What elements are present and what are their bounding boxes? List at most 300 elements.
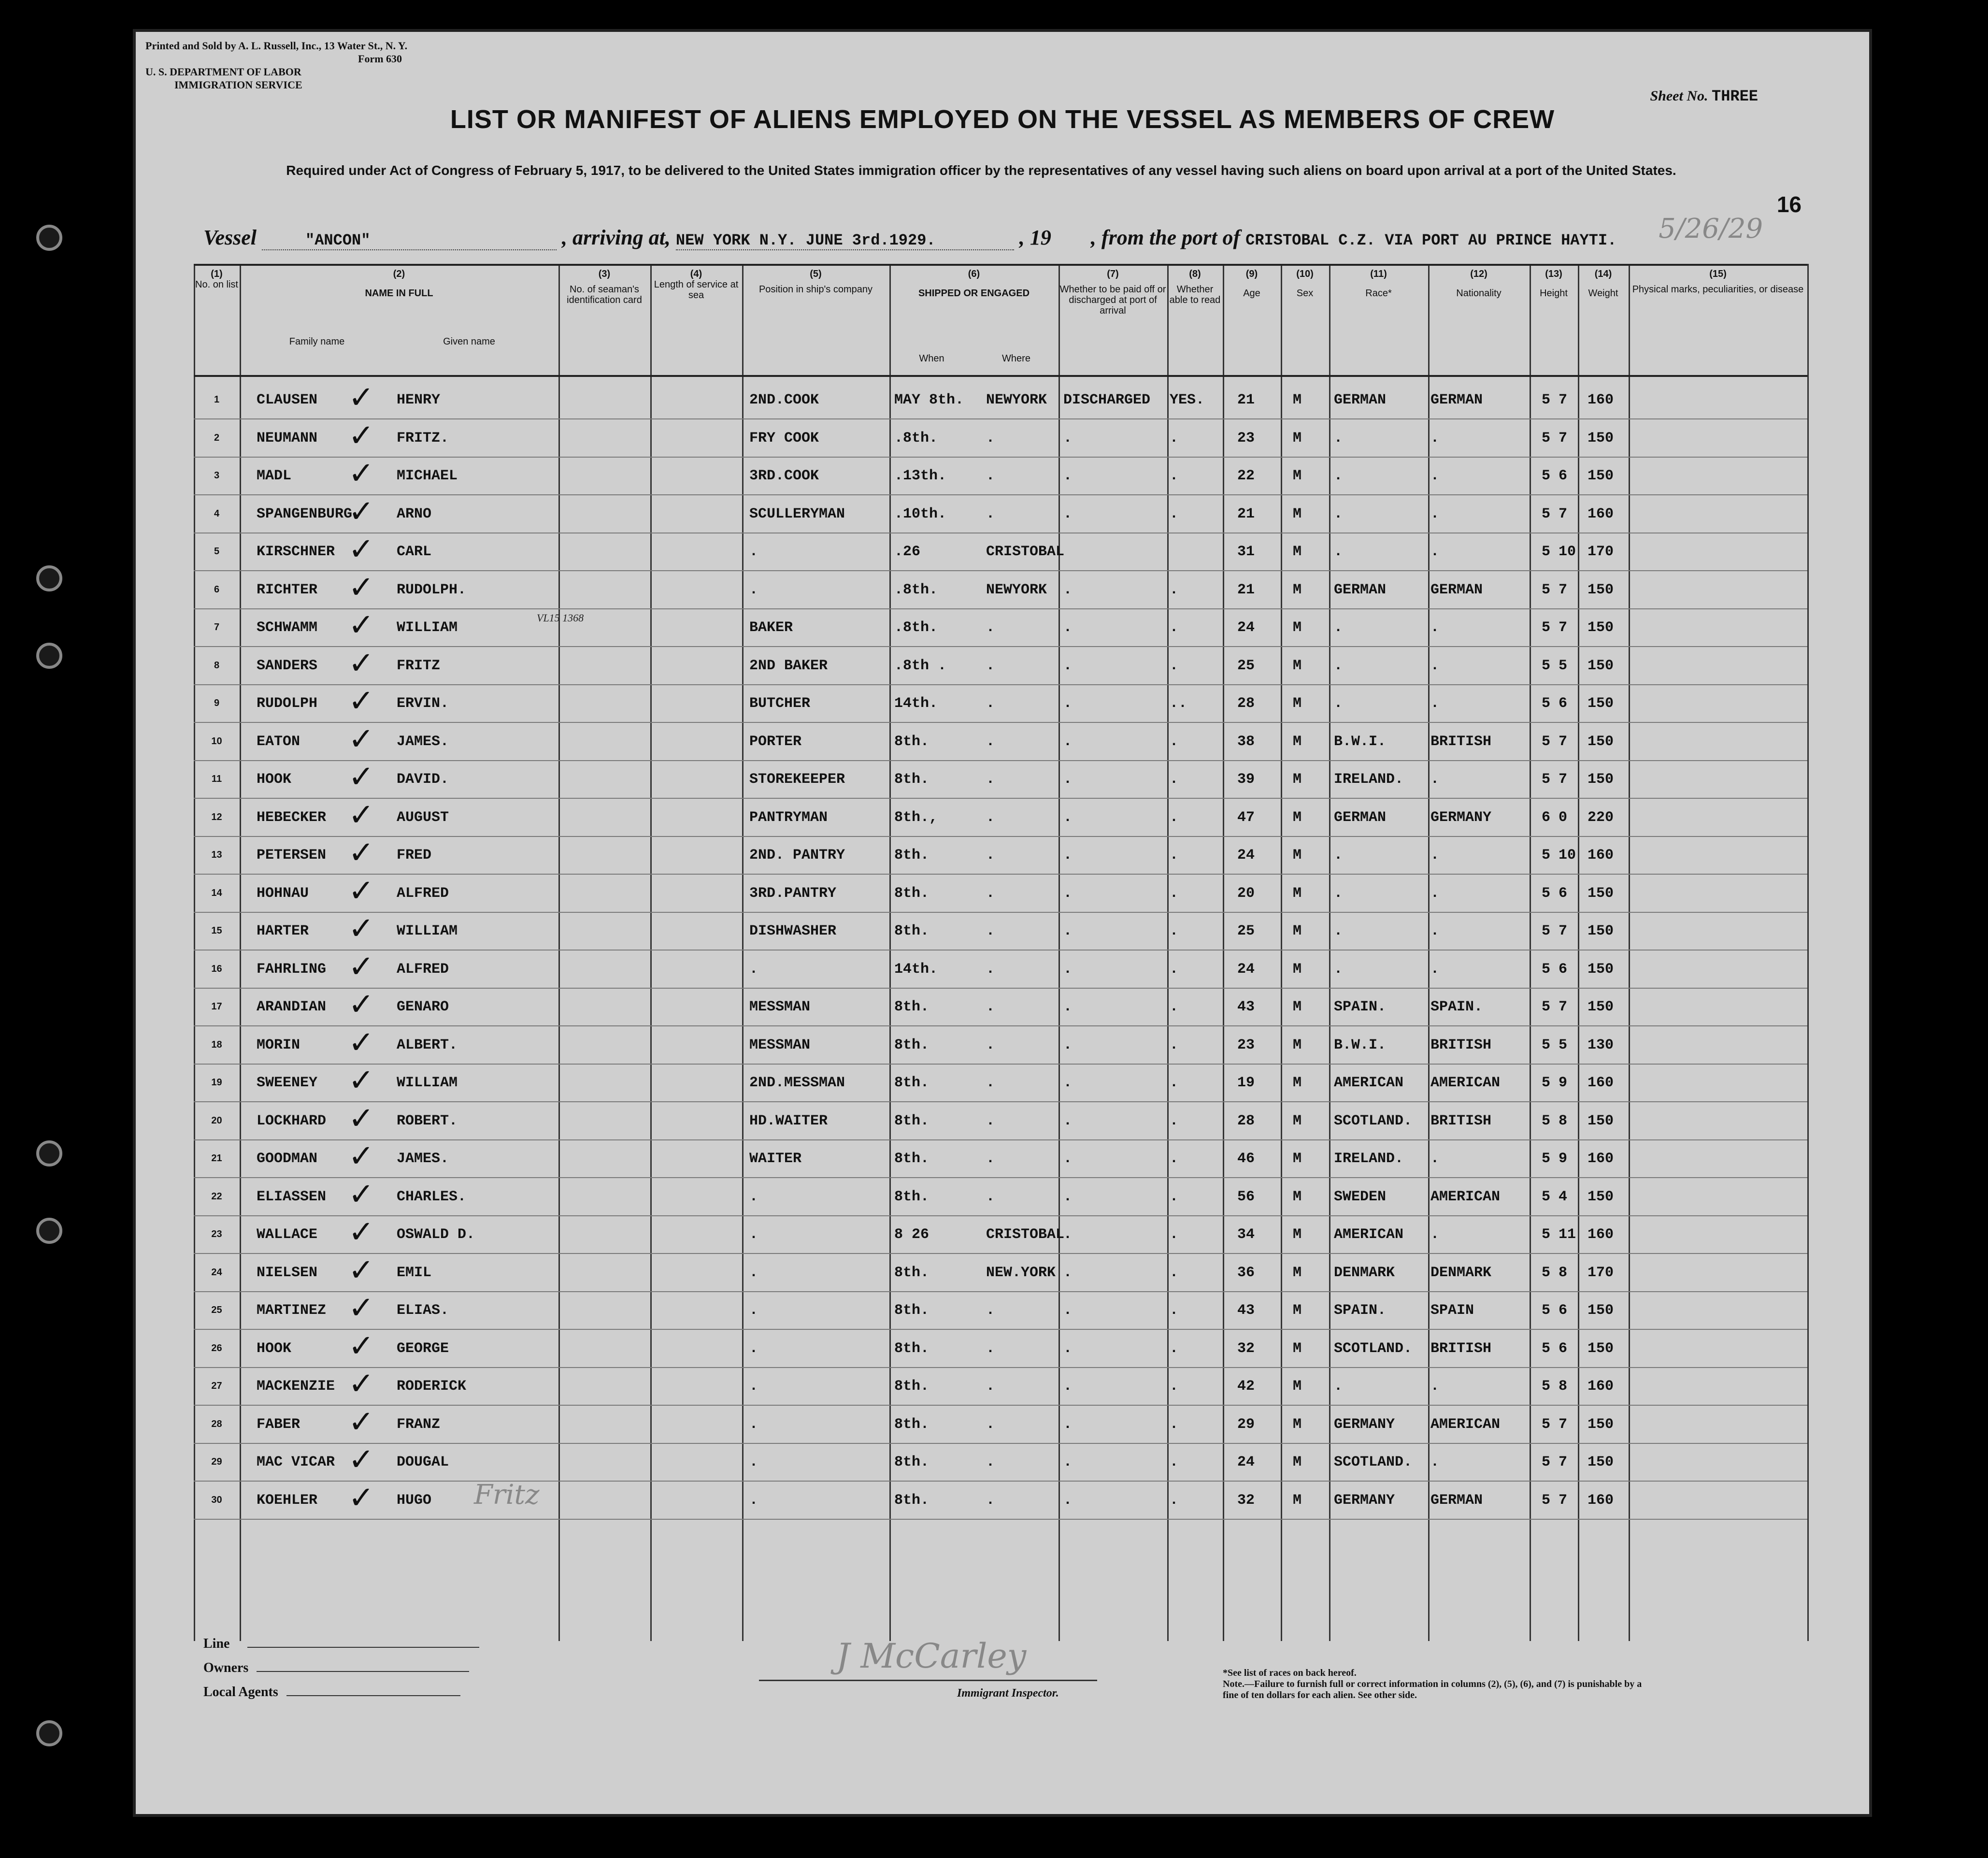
able-to-read: .: [1170, 1416, 1179, 1433]
race: AMERICAN: [1334, 1226, 1404, 1243]
col-5-label: Position in ship's company: [758, 284, 873, 295]
paid-off: .: [1063, 1302, 1073, 1319]
sex: M: [1293, 809, 1302, 826]
able-to-read: .: [1170, 1454, 1179, 1470]
shipped-when: 8th.: [894, 1075, 930, 1091]
weight: 150: [1588, 961, 1614, 978]
position: PORTER: [749, 733, 802, 750]
agents-label: Local Agents: [203, 1685, 278, 1700]
sex: M: [1293, 1492, 1302, 1509]
age: 36: [1237, 1264, 1255, 1281]
height-feet: 5: [1542, 1378, 1551, 1395]
shipped-where: .: [986, 1454, 995, 1470]
race: AMERICAN: [1334, 1075, 1404, 1091]
shipped-where: .: [986, 1037, 995, 1053]
age: 56: [1237, 1188, 1255, 1205]
weight: 150: [1588, 619, 1614, 636]
height-inches: 8: [1559, 1378, 1568, 1395]
sex: M: [1293, 505, 1302, 522]
col-3-num: (3): [598, 269, 611, 279]
height-feet: 5: [1542, 1075, 1551, 1091]
table-row: [194, 1480, 1807, 1523]
weight: 150: [1588, 885, 1614, 902]
col-11-header: [1329, 269, 1428, 299]
paid-off: .: [1063, 1075, 1073, 1091]
agents-field: [203, 1685, 460, 1700]
sheet-value: THREE: [1711, 87, 1758, 105]
col-10-label: Sex: [1296, 288, 1314, 299]
shipped-where: .: [986, 695, 995, 712]
height-inches: 7: [1559, 619, 1568, 636]
height-inches: 7: [1559, 733, 1568, 750]
height-inches: 7: [1559, 1492, 1568, 1509]
shipped-where: .: [986, 961, 995, 978]
shipped-where: .: [986, 1302, 995, 1319]
paid-off: .: [1063, 1416, 1073, 1433]
race: SCOTLAND.: [1334, 1454, 1413, 1470]
sex: M: [1293, 392, 1302, 408]
weight: 150: [1588, 999, 1614, 1015]
row-number: 19: [211, 1077, 222, 1088]
race: GERMAN: [1334, 392, 1387, 408]
col-12-label: Nationality: [1456, 288, 1502, 299]
vessel-label: Vessel: [203, 226, 257, 249]
nationality: .: [1430, 468, 1440, 484]
sex: M: [1293, 733, 1302, 750]
shipped-where: .: [986, 468, 995, 484]
height-feet: 5: [1542, 771, 1551, 788]
shipped-when: .13th.: [894, 468, 947, 484]
height-feet: 5: [1542, 1226, 1551, 1243]
paid-off: .: [1063, 468, 1073, 484]
col-2-label: NAME IN FULL: [365, 288, 433, 299]
sex: M: [1293, 923, 1302, 939]
weight: 150: [1588, 430, 1614, 446]
age: 32: [1237, 1340, 1255, 1357]
position: .: [749, 1416, 758, 1433]
family-name: HOOK: [257, 1340, 292, 1357]
height-feet: 5: [1542, 1416, 1551, 1433]
paid-off: .: [1063, 733, 1073, 750]
height-inches: 6: [1559, 1302, 1568, 1319]
family-name: LOCKHARD: [257, 1112, 327, 1129]
nationality: BRITISH: [1430, 1112, 1492, 1129]
race: SWEDEN: [1334, 1188, 1387, 1205]
shipped-where: NEWYORK: [986, 581, 1047, 598]
position: .: [749, 1492, 758, 1509]
row-number: 13: [211, 850, 222, 860]
height-feet: 5: [1542, 657, 1551, 674]
col-4-header: [650, 269, 742, 301]
race: .: [1334, 885, 1343, 902]
nationality: GERMAN: [1430, 1492, 1483, 1509]
family-name: NIELSEN: [257, 1264, 318, 1281]
given-name: MICHAEL: [397, 468, 458, 484]
race: GERMANY: [1334, 1492, 1395, 1509]
height-feet: 5: [1542, 695, 1551, 712]
family-name: RICHTER: [257, 581, 318, 598]
penalty-note: Note.—Failure to furnish full or correct information in columns (2), (5), (6), and (7) is punishable by a fine of ten dollars for each alien. See other side.: [1223, 1679, 1642, 1700]
position: SCULLERYMAN: [749, 505, 845, 522]
shipped-where: .: [986, 1112, 995, 1129]
shipped-where: .: [986, 809, 995, 826]
col-15-label: Physical marks, peculiarities, or disease: [1632, 284, 1804, 295]
check-mark-icon: ✓: [348, 645, 374, 681]
col-8-label: Whether able to read: [1169, 284, 1221, 305]
shipped-when: 8th.: [894, 1492, 930, 1509]
height-inches: 7: [1559, 505, 1568, 522]
row-number: 17: [211, 1001, 222, 1012]
height-feet: 5: [1542, 999, 1551, 1015]
height-feet: 5: [1542, 1454, 1551, 1470]
printer-imprint: [145, 39, 407, 91]
col-15-num: (15): [1709, 269, 1727, 279]
shipped-when: .8th .: [894, 657, 947, 674]
given-name: CARL: [397, 544, 432, 560]
sex: M: [1293, 1378, 1302, 1395]
nationality: DENMARK: [1430, 1264, 1492, 1281]
position: .: [749, 1188, 758, 1205]
age: 29: [1237, 1416, 1255, 1433]
sex: M: [1293, 1226, 1302, 1243]
position: .: [749, 581, 758, 598]
col-1-num: (1): [211, 269, 223, 279]
height-feet: 5: [1542, 581, 1551, 598]
col-7-label: Whether to be paid off or discharged at port of arrival: [1059, 284, 1166, 316]
table-row: [194, 1100, 1807, 1143]
able-to-read: .: [1170, 885, 1179, 902]
check-mark-icon: ✓: [348, 873, 374, 909]
weight: 170: [1588, 544, 1614, 560]
height-feet: 5: [1542, 1302, 1551, 1319]
height-inches: 6: [1559, 468, 1568, 484]
shipped-when: .8th.: [894, 581, 938, 598]
table-row: [194, 569, 1807, 612]
paid-off: .: [1063, 505, 1073, 522]
age: 47: [1237, 809, 1255, 826]
given-name: GENARO: [397, 999, 449, 1015]
date-stamp: 5/26/29: [1659, 213, 1763, 245]
family-name: FAHRLING: [257, 961, 327, 978]
paid-off: .: [1063, 695, 1073, 712]
height-feet: 5: [1542, 1340, 1551, 1357]
shipped-when: 14th.: [894, 695, 938, 712]
able-to-read: .: [1170, 581, 1179, 598]
table-row: [194, 759, 1807, 802]
height-feet: 5: [1542, 923, 1551, 939]
table-row: [194, 1290, 1807, 1333]
weight: 160: [1588, 505, 1614, 522]
nationality: .: [1430, 544, 1440, 560]
age: 42: [1237, 1378, 1255, 1395]
shipped-where: .: [986, 1492, 995, 1509]
race: .: [1334, 695, 1343, 712]
nationality: .: [1430, 657, 1440, 674]
sex: M: [1293, 1340, 1302, 1357]
age: 34: [1237, 1226, 1255, 1243]
check-mark-icon: ✓: [348, 911, 374, 947]
able-to-read: .: [1170, 505, 1179, 522]
sex: M: [1293, 885, 1302, 902]
paid-off: .: [1063, 961, 1073, 978]
given-name: FRITZ: [397, 657, 441, 674]
check-mark-icon: ✓: [348, 569, 374, 605]
weight: 160: [1588, 392, 1614, 408]
age: 32: [1237, 1492, 1255, 1509]
paid-off: .: [1063, 1112, 1073, 1129]
given-name-header: Given name: [443, 336, 495, 347]
able-to-read: .: [1170, 1226, 1179, 1243]
col-13-label: Height: [1540, 288, 1568, 299]
given-name: GEORGE: [397, 1340, 449, 1357]
age: 19: [1237, 1075, 1255, 1091]
check-mark-icon: ✓: [348, 1366, 374, 1402]
col-6-label: SHIPPED OR ENGAGED: [918, 288, 1030, 299]
weight: 160: [1588, 847, 1614, 864]
height-inches: 6: [1559, 1340, 1568, 1357]
sex: M: [1293, 581, 1302, 598]
able-to-read: .: [1170, 1264, 1179, 1281]
height-inches: 5: [1559, 657, 1568, 674]
given-name: WILLIAM: [397, 1075, 458, 1091]
shipped-when: 8th.: [894, 1188, 930, 1205]
row-number: 12: [211, 811, 222, 822]
when-header: When: [919, 353, 944, 364]
sex: M: [1293, 771, 1302, 788]
arriving-label: , arriving at,: [562, 226, 671, 249]
race: IRELAND.: [1334, 771, 1404, 788]
weight: 150: [1588, 695, 1614, 712]
position: BAKER: [749, 619, 793, 636]
col-4-label: Length of service at sea: [654, 279, 739, 301]
position: .: [749, 1454, 758, 1470]
height-inches: 6: [1559, 961, 1568, 978]
family-name: MAC VICAR: [257, 1454, 335, 1470]
nationality: .: [1430, 1226, 1440, 1243]
height-feet: 5: [1542, 1264, 1551, 1281]
given-name: FRANZ: [397, 1416, 441, 1433]
given-name: JAMES.: [397, 733, 449, 750]
given-name: OSWALD D.: [397, 1226, 475, 1243]
weight: 150: [1588, 923, 1614, 939]
height-feet: 5: [1542, 1037, 1551, 1053]
paid-off: DISCHARGED: [1063, 392, 1151, 408]
check-mark-icon: ✓: [348, 797, 374, 833]
paid-off: .: [1063, 1037, 1073, 1053]
age: 39: [1237, 771, 1255, 788]
shipped-where: NEWYORK: [986, 392, 1047, 408]
height-inches: 6: [1559, 695, 1568, 712]
age: 21: [1237, 392, 1255, 408]
nationality: .: [1430, 771, 1440, 788]
shipped-when: 8th.: [894, 847, 930, 864]
family-name: NEUMANN: [257, 430, 318, 446]
paid-off: .: [1063, 430, 1073, 446]
race: .: [1334, 468, 1343, 484]
height-feet: 5: [1542, 619, 1551, 636]
given-name: RUDOLPH.: [397, 581, 467, 598]
from-label: , from the port of: [1090, 226, 1241, 249]
paid-off: .: [1063, 619, 1073, 636]
check-mark-icon: ✓: [348, 1328, 374, 1364]
check-mark-icon: ✓: [348, 759, 374, 795]
age: 24: [1237, 847, 1255, 864]
row-number: 9: [214, 698, 220, 708]
shipped-where: CRISTOBAL: [986, 1226, 1065, 1243]
position: 2ND BAKER: [749, 657, 828, 674]
nationality: .: [1430, 1151, 1440, 1167]
position: .: [749, 1264, 758, 1281]
family-name: PETERSEN: [257, 847, 327, 864]
table-row: [194, 1063, 1807, 1105]
col-8-num: (8): [1189, 269, 1201, 279]
printer-line: Printed and Sold by A. L. Russell, Inc., 13 Water St., N. Y.: [145, 40, 408, 52]
family-name: GOODMAN: [257, 1151, 318, 1167]
sex: M: [1293, 1302, 1302, 1319]
check-mark-icon: ✓: [348, 456, 374, 491]
shipped-when: 8th.: [894, 1454, 930, 1470]
table-row: [194, 1138, 1807, 1181]
height-inches: 7: [1559, 392, 1568, 408]
nationality: .: [1430, 961, 1440, 978]
nationality: BRITISH: [1430, 1037, 1492, 1053]
family-name: MADL: [257, 468, 292, 484]
paid-off: .: [1063, 1151, 1073, 1167]
row-number: 20: [211, 1115, 222, 1126]
able-to-read: .: [1170, 1340, 1179, 1357]
family-name: SPANGENBURG: [257, 505, 353, 522]
paid-off: .: [1063, 657, 1073, 674]
height-feet: 6: [1542, 809, 1551, 826]
shipped-when: 8 26: [894, 1226, 930, 1243]
given-name: HENRY: [397, 392, 441, 408]
height-inches: 5: [1559, 1037, 1568, 1053]
table-row: [194, 1442, 1807, 1484]
shipped-when: .8th.: [894, 619, 938, 636]
punch-hole: [36, 643, 62, 669]
col-2-header: [240, 269, 558, 299]
race: .: [1334, 430, 1343, 446]
given-name: FRITZ.: [397, 430, 449, 446]
shipped-where: .: [986, 847, 995, 864]
col-14-label: Weight: [1588, 288, 1618, 299]
height-inches: 11: [1559, 1226, 1576, 1243]
check-mark-icon: ✓: [348, 1252, 374, 1288]
race: GERMAN: [1334, 809, 1387, 826]
race: .: [1334, 657, 1343, 674]
able-to-read: ..: [1170, 695, 1187, 712]
weight: 130: [1588, 1037, 1614, 1053]
nationality: .: [1430, 695, 1440, 712]
able-to-read: .: [1170, 733, 1179, 750]
height-feet: 5: [1542, 733, 1551, 750]
paid-off: .: [1063, 771, 1073, 788]
height-feet: 5: [1542, 847, 1551, 864]
from-value: CRISTOBAL C.Z. VIA PORT AU PRINCE HAYTI.: [1245, 231, 1617, 249]
col-13-num: (13): [1545, 269, 1562, 279]
shipped-where: .: [986, 657, 995, 674]
page-title: LIST OR MANIFEST OF ALIENS EMPLOYED ON THE VESSEL AS MEMBERS OF CREW: [450, 105, 1555, 134]
position: BUTCHER: [749, 695, 811, 712]
paid-off: .: [1063, 999, 1073, 1015]
height-inches: 7: [1559, 430, 1568, 446]
col-14-header: [1578, 269, 1629, 299]
able-to-read: .: [1170, 809, 1179, 826]
race: .: [1334, 961, 1343, 978]
sex: M: [1293, 1454, 1302, 1470]
age: 21: [1237, 581, 1255, 598]
given-name: ALFRED: [397, 961, 449, 978]
row-number: 16: [211, 963, 222, 974]
line-label: Line: [203, 1636, 230, 1651]
row-number: 10: [211, 735, 222, 747]
shipped-where: .: [986, 619, 995, 636]
shipped-when: 8th.: [894, 923, 930, 939]
height-feet: 5: [1542, 505, 1551, 522]
row-number: 4: [214, 508, 220, 519]
height-feet: 5: [1542, 430, 1551, 446]
check-mark-icon: ✓: [348, 683, 374, 719]
sex: M: [1293, 468, 1302, 484]
able-to-read: .: [1170, 923, 1179, 939]
nationality: AMERICAN: [1430, 1075, 1501, 1091]
table-row: [194, 607, 1807, 650]
race: .: [1334, 1378, 1343, 1395]
check-mark-icon: ✓: [348, 1404, 374, 1440]
position: .: [749, 961, 758, 978]
age: 43: [1237, 999, 1255, 1015]
row-number: 8: [214, 660, 220, 671]
height-feet: 5: [1542, 1151, 1551, 1167]
race: .: [1334, 544, 1343, 560]
shipped-when: 8th.: [894, 1378, 930, 1395]
age: 21: [1237, 505, 1255, 522]
col-12-header: [1428, 269, 1530, 299]
row-number: 1: [214, 394, 220, 405]
table-row: [194, 1328, 1807, 1371]
height-inches: 10: [1559, 847, 1576, 864]
weight: 150: [1588, 1454, 1614, 1470]
vessel-value: "ANCON": [262, 231, 557, 250]
shipped-where: .: [986, 505, 995, 522]
given-name: ALFRED: [397, 885, 449, 902]
check-mark-icon: ✓: [348, 987, 374, 1023]
shipped-when: 8th.: [894, 1151, 930, 1167]
shipped-where: .: [986, 999, 995, 1015]
row-number: 15: [211, 925, 222, 936]
nationality: .: [1430, 619, 1440, 636]
col-5-num: (5): [810, 269, 822, 279]
given-name: CHARLES.: [397, 1188, 467, 1205]
family-name: CLAUSEN: [257, 392, 318, 408]
position: 3RD.COOK: [749, 468, 819, 484]
row-number: 26: [211, 1342, 222, 1354]
height-inches: 9: [1559, 1151, 1568, 1167]
nationality: AMERICAN: [1430, 1188, 1501, 1205]
col-5-header: [742, 269, 889, 295]
table-row: [194, 456, 1807, 498]
weight: 150: [1588, 1302, 1614, 1319]
table-row: [194, 493, 1807, 536]
given-name: DAVID.: [397, 771, 449, 788]
height-inches: 10: [1559, 544, 1576, 560]
check-mark-icon: ✓: [348, 418, 374, 454]
race: GERMANY: [1334, 1416, 1395, 1433]
shipped-when: 8th.: [894, 1416, 930, 1433]
height-inches: 4: [1559, 1188, 1568, 1205]
shipped-when: MAY 8th.: [894, 392, 964, 408]
shipped-when: 8th.: [894, 1340, 930, 1357]
